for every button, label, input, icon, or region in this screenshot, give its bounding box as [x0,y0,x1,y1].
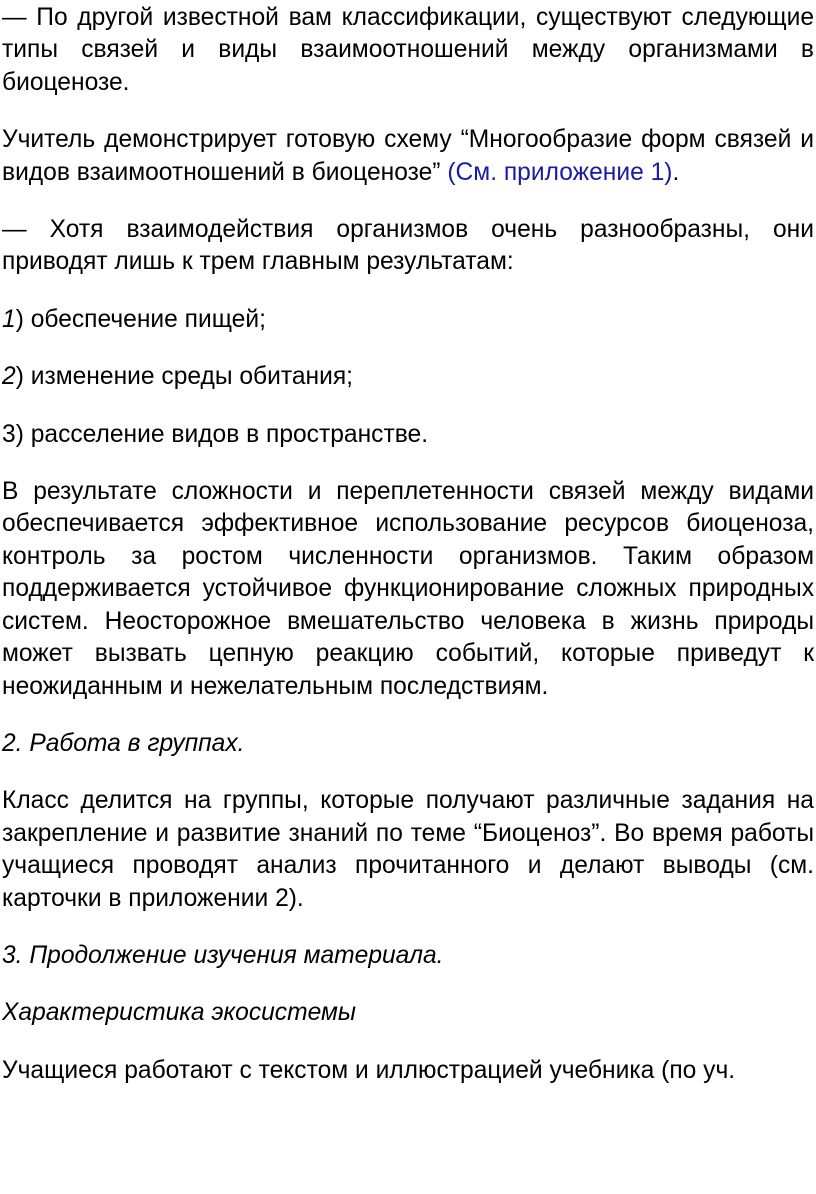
paragraph-teacher-scheme [2,124,814,189]
heading-group-work: 2. Работа в группах. [2,729,245,757]
heading-continue-study: 3. Продолжение изучения материала. [2,941,444,969]
list-item-3-number: 3 [2,420,16,448]
heading-ecosystem: Характеристика экосистемы [2,999,356,1027]
paragraph-classification: — По другой известной вам классификации, существуют следующие типы связей и виды взаимоотношений между организмами в биоценозе. [2,4,814,96]
list-item-3 [2,419,814,451]
paragraph-textbook-work: Учащиеся работают с текстом и иллюстрацией учебника (по уч. [2,1056,736,1084]
list-item-3-text: ) расселение видов в пространстве. [15,420,429,448]
paragraph-interactions: — Хотя взаимодействия организмов очень разнообразны, они приводят лишь к трем главным результатам: [2,216,814,276]
list-item-1-text: ) обеспечение пищей; [15,305,266,333]
list-item-1-number: 1 [2,305,16,333]
teacher-scheme-period: . [672,158,680,186]
list-item-2-number: 2 [2,363,16,391]
list-item-2-text: ) изменение среды обитания; [15,363,354,391]
appendix-1-link[interactable]: (См. приложение 1) [447,158,673,186]
list-item-1 [2,304,814,336]
document-page [2,0,814,1087]
list-item-2 [2,361,814,393]
paragraph-complexity: В результате сложности и переплетенности связей между видами обеспечивается эффективное использование ресурсов биоценоза, контроль за ростом численности организмов. Таким образом поддерживается устойчивое функционирование сложных природных систем. Неосторожное вмешательство человека в жизнь природы может вызвать цепную реакцию событий, которые приведут к неожиданным и нежелательным последствиям. [2,478,814,700]
teacher-scheme-text: Учитель демонстрирует готовую схему “Многообразие форм связей и видов взаимоотношений в биоценозе” [2,126,814,186]
paragraph-group-tasks: Класс делится на группы, которые получают различные задания на закрепление и развитие знаний по теме “Биоценоз”. Во время работы учащиеся проводят анализ прочитанного и делают выводы (см. карточки в приложении 2). [2,787,814,912]
